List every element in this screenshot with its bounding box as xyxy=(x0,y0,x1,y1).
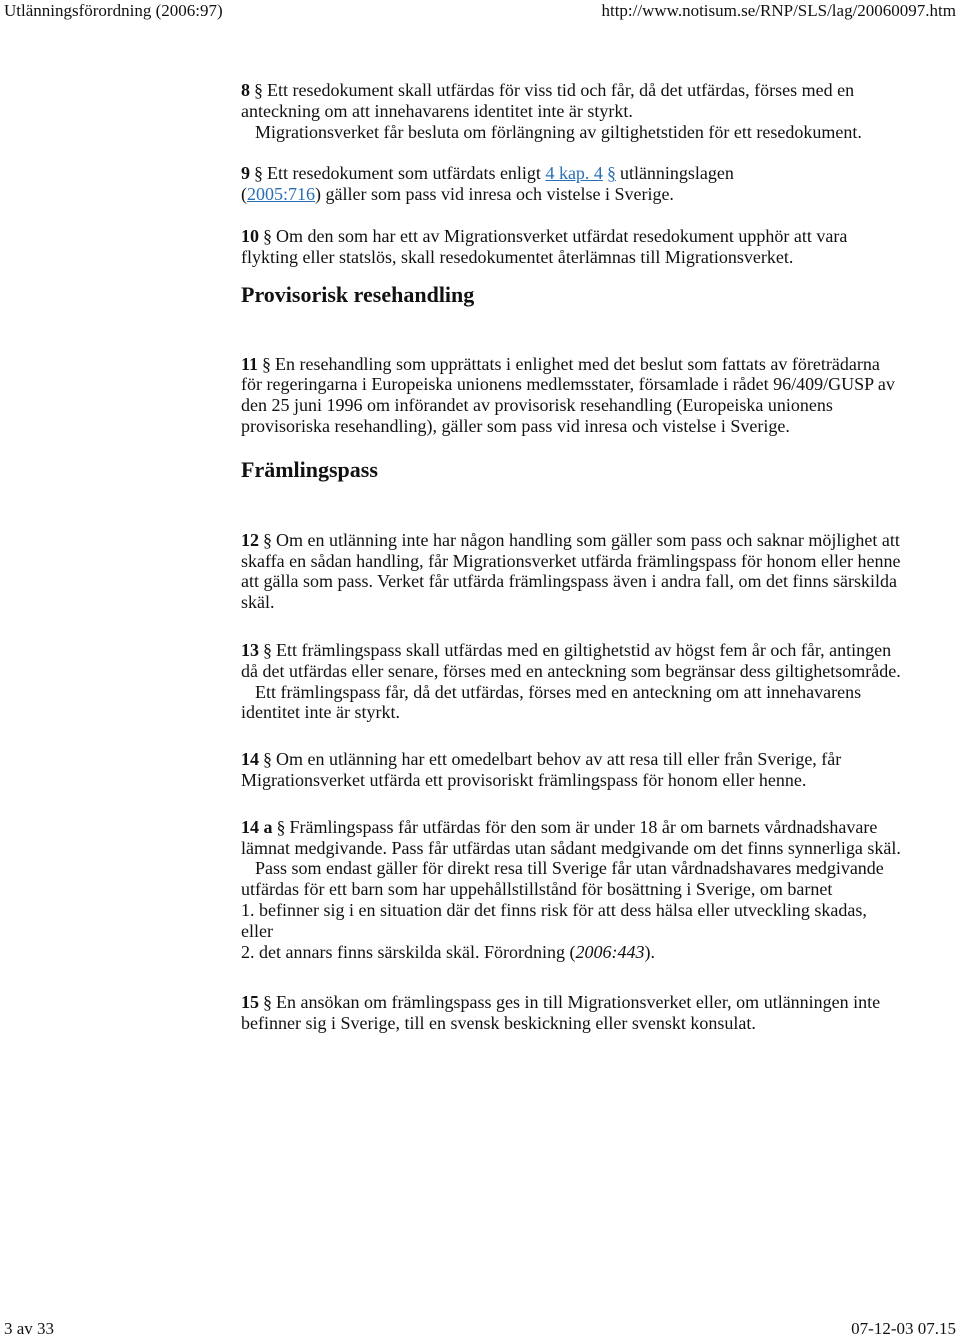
section-number: 11 xyxy=(241,353,259,374)
link-sfs-2005-716[interactable]: 2005:716 xyxy=(247,184,316,205)
paragraph-15 xyxy=(241,992,901,1034)
paragraph-text: Ett främlingspass får, då det utfärdas, förses med en anteckning om att innehavarens identitet inte är styrkt. xyxy=(241,681,862,723)
paragraph-text: Om den som har ett av Migrationsverket utfärdat resedokument upphör att vara flykting eller statslös, skall resedokumentet återlämnas till Migrationsverket. xyxy=(241,225,848,267)
document-body xyxy=(241,80,901,1034)
paragraph-text: Pass som endast gäller för direkt resa till Sverige får utan vårdnadshavares medgivande utfärdas för ett barn som har uppehållstillstånd för bosättning i Sverige, om barnet xyxy=(241,858,884,900)
paragraph-text: Ett resedokument skall utfärdas för viss tid och får, då det utfärdas, förses med en anteckning om att innehavarens identitet inte är styrkt. xyxy=(241,80,855,121)
paragraph-10 xyxy=(241,226,901,268)
link-4-kap-4[interactable]: 4 kap. 4 xyxy=(545,163,603,184)
paragraph-text: Om en utlänning har ett omedelbart behov av att resa till eller från Sverige, får Migrationsverket utfärda ett provisoriskt främlingspass för honom eller henne. xyxy=(241,749,842,790)
section-number: 14 xyxy=(241,749,259,770)
section-mark-icon: § xyxy=(263,992,272,1013)
list-item: 1. befinner sig i en situation där det finns risk för att dess hälsa eller utveckling skadas, eller xyxy=(241,899,867,941)
paragraph-12 xyxy=(241,530,901,613)
heading-framlingspass: Främlingspass xyxy=(241,456,378,482)
paragraph-14a: 14 a § Främlingspass får utfärdas för den som är under 18 år om barnets vårdnadshavare lämnat medgivande. Pass får utfärdas utan sådant medgivande om det finns synnerliga skäl. Pass som endast gäller för direkt resa till Sverige får utan vårdnadshavares medgivande utfärdas för ett barn som har uppehållstillstånd för bosättning i Sverige, om barnet 1. befinner sig i en situation där det finns risk för att dess hälsa eller utveckling skadas, eller 2. det annars finns särskilda skäl. Förordning (2006:443). xyxy=(241,816,901,962)
section-number: 14 a xyxy=(241,816,273,837)
paragraph-text: En resehandling som upprättats i enlighet med det beslut som fattats av företrädarna för regeringarna i Europeiska unionens medlemsstater, församlade i rådet 96/409/GUSP av den 25 juni 1996 om införandet av provisorisk resehandling (Europeiska unionens provisoriska resehandling), gäller som pass vid inresa och vistelse i Sverige. xyxy=(241,353,895,436)
section-mark-icon: § xyxy=(254,80,263,100)
section-number: 9 xyxy=(241,163,250,184)
print-timestamp: 07-12-03 07.15 xyxy=(851,1319,956,1338)
section-mark-link-icon[interactable]: § xyxy=(606,163,616,184)
paragraph-text: En ansökan om främlingspass ges in till Migrationsverket eller, om utlänningen inte befinner sig i Sverige, till en svensk beskickning eller svenskt konsulat. xyxy=(241,992,881,1034)
section-number: 10 xyxy=(241,225,259,246)
section-mark-icon: § xyxy=(263,749,272,770)
section-number: 15 xyxy=(241,992,259,1013)
paragraph-text: Ett främlingspass skall utfärdas med en giltighetstid av högst fem år och får, antingen då det utfärdas eller senare, förses med en anteckning som begränsar dess giltighetsområde. xyxy=(241,639,901,681)
page-counter: 3 av 33 xyxy=(4,1319,55,1338)
paragraph-9: 9 § Ett resedokument som utfärdats enligt 4 kap. 4 § utlänningslagen (2005:716) gäller som pass vid inresa och vistelse i Sverige. xyxy=(241,163,734,205)
paragraph-8 xyxy=(241,80,901,142)
paragraph-14 xyxy=(241,749,901,791)
section-number: 12 xyxy=(241,529,259,550)
list-item: 2. det annars finns särskilda skäl. Förordning ( xyxy=(241,941,576,962)
paragraph-11 xyxy=(241,354,901,437)
section-mark-icon: § xyxy=(254,163,263,184)
header-title: Utlänningsförordning (2006:97) xyxy=(4,1,223,20)
paragraph-text: utlänningslagen xyxy=(619,163,734,184)
header-url: http://www.notisum.se/RNP/SLS/lag/20060097.htm xyxy=(601,1,956,20)
paragraph-13 xyxy=(241,640,901,723)
section-mark-icon: § xyxy=(276,816,286,837)
section-number: 13 xyxy=(241,639,259,660)
paragraph-text: Ett resedokument som utfärdats enligt xyxy=(267,163,541,184)
section-mark-icon: § xyxy=(262,353,272,374)
paragraph-text: Om en utlänning inte har någon handling som gäller som pass och saknar möjlighet att skaffa en sådan handling, får Migrationsverket utfärda främlingspass för honom eller henne att gälla som pass. Verket får utfärda främlingspass även i andra fall, om det finns särskilda skäl. xyxy=(241,529,901,613)
section-mark-icon: § xyxy=(263,639,272,660)
paragraph-text: Migrationsverket får besluta om förlängning av giltighetstiden för ett resedokument. xyxy=(255,121,862,142)
reference-sfs: 2006:443 xyxy=(575,941,645,962)
paragraph-text: ) gäller som pass vid inresa och vistelse i Sverige. xyxy=(315,184,674,205)
heading-provisorisk-resehandling: Provisorisk resehandling xyxy=(241,281,475,307)
section-mark-icon: § xyxy=(263,529,272,550)
section-number: 8 xyxy=(241,80,250,100)
paragraph-text: Främlingspass får utfärdas för den som är under 18 år om barnets vårdnadshavare lämnat medgivande. Pass får utfärdas utan sådant medgivande om det finns synnerliga skäl. xyxy=(241,816,901,858)
section-mark-icon: § xyxy=(263,225,272,246)
